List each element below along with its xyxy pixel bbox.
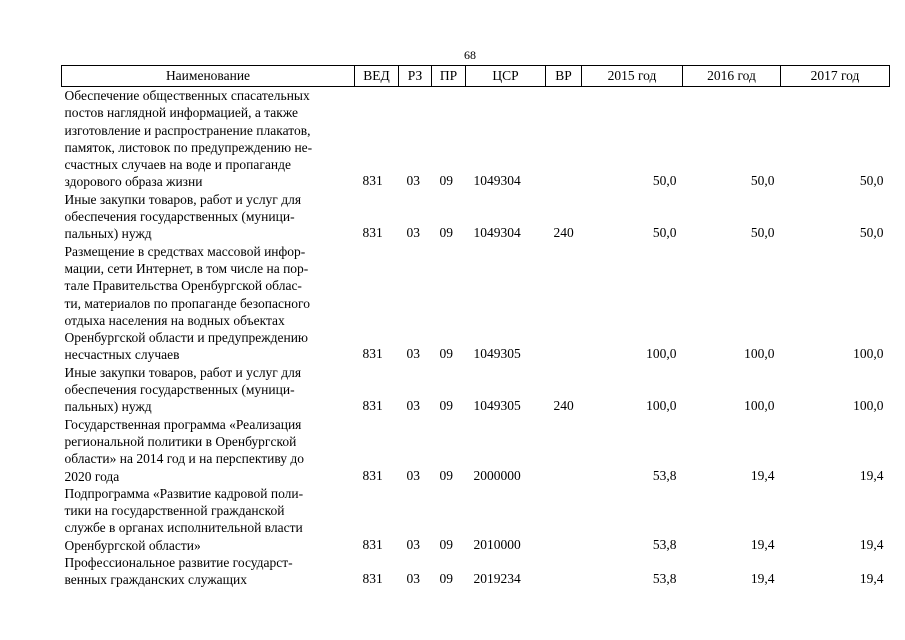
row-name-line: памяток, листовок по предупреждению не-: [64, 139, 313, 155]
row-name: [62, 364, 355, 416]
ved-cell: 831: [362, 346, 383, 362]
value-2015: 50,0: [652, 225, 677, 241]
value-2016: 50,0: [750, 173, 775, 189]
table-row: [62, 364, 890, 416]
csr-cell: 2019234: [473, 571, 521, 587]
value-2016: 19,4: [750, 571, 775, 587]
header-2017: 2017 год: [781, 66, 890, 87]
row-name: [62, 243, 355, 364]
page-number: 68: [464, 48, 476, 62]
rz-cell: 03: [406, 225, 420, 241]
row-name-line: тале Правительства Оренбургской облас-: [64, 278, 302, 294]
pr-cell: 09: [439, 536, 453, 552]
value-2017: 19,4: [859, 467, 884, 483]
vr-cell: [546, 416, 582, 485]
value-2015: 53,8: [652, 571, 677, 587]
rz-cell: 03: [406, 346, 420, 362]
pr-cell: 09: [439, 173, 453, 189]
table-row: [62, 416, 890, 485]
csr-cell: 1049305: [473, 346, 521, 362]
vr-cell: 240: [553, 225, 574, 241]
row-name-line: пальных) нужд: [64, 226, 152, 242]
pr-cell: 09: [439, 467, 453, 483]
ved-cell: 831: [362, 398, 383, 414]
row-name-line: региональной политики в Оренбургской: [64, 433, 297, 449]
table-header-row: [62, 66, 890, 87]
row-name-line: 2020 года: [64, 468, 120, 484]
row-name-line: Иные закупки товаров, работ и услуг для: [64, 364, 302, 380]
row-name-line: ти, материалов по пропаганде безопасного: [64, 295, 310, 311]
row-name-line: Размещение в средствах массовой инфор-: [64, 243, 306, 259]
row-name: [62, 485, 355, 554]
rz-cell: 03: [406, 467, 420, 483]
row-name-line: Профессиональное развитие государст-: [64, 555, 293, 571]
rz-cell: 03: [406, 173, 420, 189]
pr-cell: 09: [439, 225, 453, 241]
rz-cell: 03: [406, 571, 420, 587]
value-2016: 19,4: [750, 467, 775, 483]
ved-cell: 831: [362, 536, 383, 552]
value-2017: 19,4: [859, 571, 884, 587]
ved-cell: 831: [362, 571, 383, 587]
rz-cell: 03: [406, 536, 420, 552]
ved-cell: 831: [362, 467, 383, 483]
rz-cell: 03: [406, 398, 420, 414]
table-row: [62, 87, 890, 191]
header-rz: РЗ: [399, 66, 432, 87]
csr-cell: 2000000: [473, 467, 521, 483]
header-2015: 2015 год: [582, 66, 683, 87]
ved-cell: 831: [362, 173, 383, 189]
value-2015: 100,0: [646, 398, 677, 414]
table-row: [62, 243, 890, 364]
pr-cell: 09: [439, 346, 453, 362]
vr-cell: [546, 485, 582, 554]
row-name-line: Оренбургской области и предупреждению: [64, 330, 309, 346]
csr-cell: 1049305: [473, 398, 521, 414]
row-name: [62, 554, 355, 589]
value-2017: 50,0: [859, 173, 884, 189]
row-name-line: области» на 2014 год и на перспективу до: [64, 451, 305, 467]
header-csr: ЦСР: [466, 66, 546, 87]
value-2016: 100,0: [744, 346, 775, 362]
budget-table: [61, 65, 890, 589]
value-2017: 100,0: [853, 398, 884, 414]
row-name: [62, 87, 355, 191]
csr-cell: 1049304: [473, 173, 521, 189]
header-pr: ПР: [432, 66, 466, 87]
vr-cell: [546, 87, 582, 191]
value-2016: 19,4: [750, 536, 775, 552]
row-name-line: Государственная программа «Реализация: [64, 416, 302, 432]
row-name-line: обеспечения государственных (муници-: [64, 382, 295, 398]
row-name-line: отдыха населения на водных объектах: [64, 312, 285, 328]
vr-cell: [546, 243, 582, 364]
row-name-line: Подпрограмма «Развитие кадровой поли-: [64, 485, 304, 501]
pr-cell: 09: [439, 571, 453, 587]
table-row: [62, 554, 890, 589]
row-name-line: несчастных случаев: [64, 347, 180, 363]
value-2015: 100,0: [646, 346, 677, 362]
row-name-line: постов наглядной информацией, а также: [64, 105, 298, 121]
header-ved: ВЕД: [355, 66, 399, 87]
header-vr: ВР: [546, 66, 582, 87]
header-name: Наименование: [62, 66, 355, 87]
value-2015: 50,0: [652, 173, 677, 189]
row-name-line: здорового образа жизни: [64, 174, 203, 190]
vr-cell: [546, 554, 582, 589]
row-name-line: пальных) нужд: [64, 399, 152, 415]
row-name-line: Обеспечение общественных спасательных: [64, 88, 310, 103]
value-2017: 19,4: [859, 536, 884, 552]
value-2015: 53,8: [652, 467, 677, 483]
value-2017: 100,0: [853, 346, 884, 362]
vr-cell: 240: [553, 398, 574, 414]
table-body: [62, 87, 890, 589]
pr-cell: 09: [439, 398, 453, 414]
value-2016: 100,0: [744, 398, 775, 414]
row-name-line: венных гражданских служащих: [64, 572, 248, 588]
csr-cell: 2010000: [473, 536, 521, 552]
value-2016: 50,0: [750, 225, 775, 241]
row-name: [62, 191, 355, 243]
row-name-line: Оренбургской области»: [64, 537, 201, 553]
value-2017: 50,0: [859, 225, 884, 241]
row-name: [62, 416, 355, 485]
row-name-line: службе в органах исполнительной власти: [64, 520, 303, 536]
header-2016: 2016 год: [683, 66, 781, 87]
row-name-line: изготовление и распространение плакатов,: [64, 122, 311, 138]
row-name-line: тики на государственной гражданской: [64, 503, 285, 519]
csr-cell: 1049304: [473, 225, 521, 241]
row-name-line: счастных случаев на воде и пропаганде: [64, 157, 291, 173]
row-name-line: мации, сети Интернет, в том числе на пор-: [64, 260, 309, 276]
table-row: [62, 485, 890, 554]
table-row: [62, 191, 890, 243]
ved-cell: 831: [362, 225, 383, 241]
row-name-line: Иные закупки товаров, работ и услуг для: [64, 191, 302, 207]
value-2015: 53,8: [652, 536, 677, 552]
row-name-line: обеспечения государственных (муници-: [64, 209, 295, 225]
